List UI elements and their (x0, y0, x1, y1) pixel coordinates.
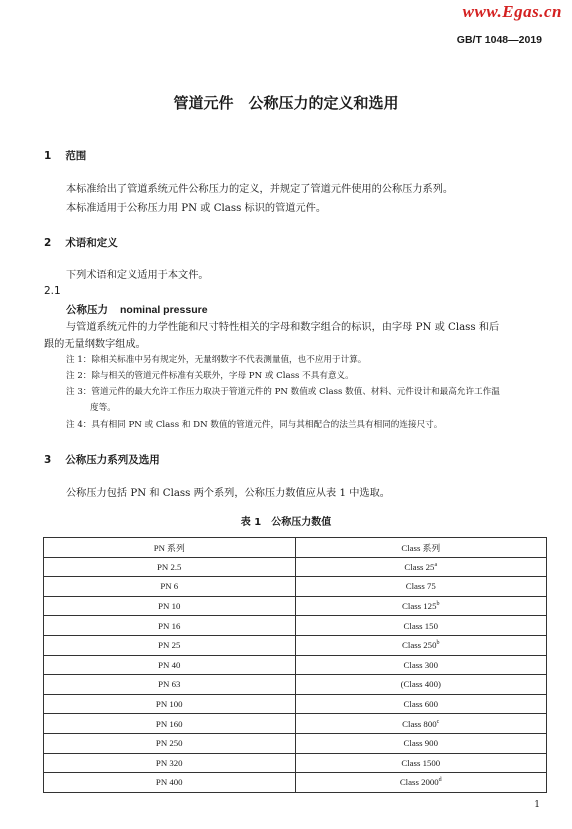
class-value-text: Class 600 (403, 699, 438, 710)
table-row (44, 714, 547, 734)
pn-value: PN 6 (44, 577, 296, 597)
pn-value: PN 63 (44, 675, 296, 695)
pn-value: PN 16 (44, 616, 296, 636)
standard-number: GB/T 1048—2019 (456, 34, 542, 46)
table-row (44, 694, 547, 714)
class-value-text: Class 2000 (399, 777, 439, 788)
section-1-para-2: 本标准适用于公称压力用 PN 或 Class 标识的管道元件。 (66, 203, 327, 214)
class-value-text: Class 250 (402, 640, 437, 651)
table-row (44, 596, 547, 616)
table-caption: 表 1 公称压力数值 (240, 517, 332, 528)
pn-value: PN 100 (44, 694, 296, 714)
pn-value: PN 250 (44, 733, 296, 753)
term-chinese: 公称压力 (66, 304, 108, 316)
watermark-logo: www.Egas.cn (462, 2, 562, 21)
class-value (295, 557, 547, 577)
section-2-heading (44, 235, 118, 250)
class-value (295, 753, 547, 773)
definition-line-1: 与管道系统元件的力学性能和尺寸特性相关的字母和数字组合的标识，由字母 PN 或 Class 和后 (66, 322, 500, 333)
table-header-row (44, 538, 547, 558)
class-value (295, 635, 547, 655)
footnote-marker: b (436, 640, 440, 647)
section-1-para-1: 本标准给出了管道系统元件公称压力的定义，并规定了管道元件使用的公称压力系列。 (66, 184, 454, 195)
class-value-text: Class 75 (405, 581, 436, 592)
term-english: nominal pressure (120, 304, 208, 316)
pn-value: PN 160 (44, 714, 296, 734)
section-3-title: 公称压力系列及选用 (65, 454, 160, 466)
class-value (295, 577, 547, 597)
note-2: 注 2：除与相关的管道元件标准有关联外，字母 PN 或 Class 不具有意义。 (66, 371, 354, 381)
class-value (295, 596, 547, 616)
table-row (44, 616, 547, 636)
table-row (44, 773, 547, 793)
footnote-marker: b (436, 601, 440, 608)
class-value-text: Class 900 (403, 738, 438, 749)
section-1-heading (44, 148, 86, 163)
header-class-series: Class 系列 (295, 538, 547, 558)
pn-value: PN 25 (44, 635, 296, 655)
pn-value: PN 40 (44, 655, 296, 675)
class-value-text: Class 25 (404, 561, 435, 572)
footnote-marker: d (438, 777, 442, 784)
nominal-pressure-table (43, 537, 547, 793)
class-value (295, 733, 547, 753)
class-value-text: Class 800 (402, 718, 437, 729)
section-1-title: 范围 (65, 150, 87, 162)
table-body (44, 557, 547, 792)
class-value (295, 675, 547, 695)
class-value-text: Class 150 (403, 620, 438, 631)
footnote-marker: c (436, 718, 440, 725)
note-4: 注 4：具有相同 PN 或 Class 和 DN 数值的管道元件，同与其相配合的法兰具有相同的连接尺寸。 (66, 420, 443, 430)
section-3-heading (44, 452, 160, 467)
table-row (44, 733, 547, 753)
pn-value: PN 10 (44, 596, 296, 616)
page-number: 1 (534, 800, 540, 810)
table-row (44, 675, 547, 695)
class-value-text: Class 1500 (401, 757, 441, 768)
clause-number: 2.1 (44, 285, 61, 297)
section-1-number: 1 (44, 150, 52, 162)
table-row (44, 753, 547, 773)
term-line (66, 302, 208, 317)
header-pn-series: PN 系列 (44, 538, 296, 558)
section-3-para-1: 公称压力包括 PN 和 Class 两个系列，公称压力数值应从表 1 中选取。 (66, 488, 390, 499)
page-title: 管道元件 公称压力的定义和选用 (173, 94, 399, 112)
note-3-continued: 度等。 (90, 403, 116, 413)
table-row (44, 655, 547, 675)
table-row (44, 635, 547, 655)
class-value-text: Class 125 (402, 601, 437, 612)
note-3: 注 3：管道元件的最大允许工作压力取决于管道元件的 PN 数值或 Class 数值、材料、元件设计和最高允许工作温 (66, 387, 500, 397)
section-2-para-1: 下列术语和定义适用于本文件。 (66, 270, 209, 281)
class-value (295, 773, 547, 793)
table-row (44, 557, 547, 577)
section-3-number: 3 (44, 454, 52, 466)
table-row (44, 577, 547, 597)
section-2-number: 2 (44, 237, 52, 249)
footnote-marker: a (434, 561, 438, 568)
pn-value: PN 2.5 (44, 557, 296, 577)
pn-value: PN 320 (44, 753, 296, 773)
note-1: 注 1：除相关标准中另有规定外，无量纲数字不代表测量值，也不应用于计算。 (66, 355, 367, 365)
class-value (295, 714, 547, 734)
class-value-text: Class 300 (403, 659, 438, 670)
class-value (295, 694, 547, 714)
class-value-text: (Class 400) (400, 679, 441, 690)
class-value (295, 655, 547, 675)
class-value (295, 616, 547, 636)
pn-value: PN 400 (44, 773, 296, 793)
definition-line-2: 跟的无量纲数字组成。 (44, 339, 146, 350)
section-2-title: 术语和定义 (65, 237, 118, 249)
